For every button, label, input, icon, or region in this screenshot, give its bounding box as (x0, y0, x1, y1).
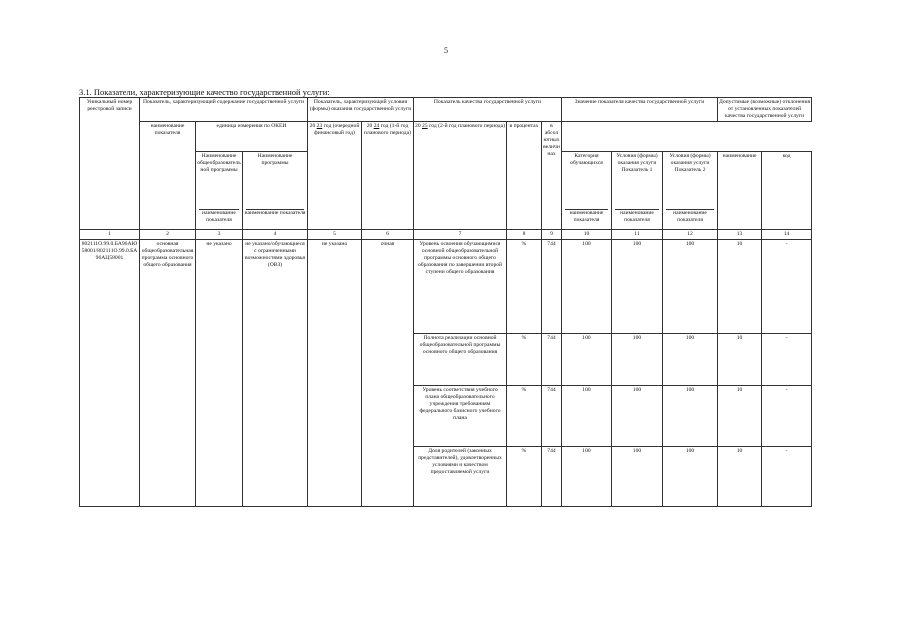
col-number: 12 (663, 230, 718, 240)
deviation-absolute: - (762, 240, 812, 334)
header-year2: 20 24 год (1-й год планового периода) (362, 122, 414, 230)
header-category: Категория обучающихся наименование показателя (562, 152, 612, 230)
deviation-absolute: - (762, 447, 812, 507)
indicator-unit: % (507, 447, 542, 507)
header-absolute: в абсолютных величинах (542, 122, 562, 230)
indicator-name: Уровень соответствия учебного плана общеобразовательного учреждения требованиям федерального базисного учебного плана (414, 386, 507, 447)
header-edu-program: Наименование общеобразовательной программы наименование показателя (196, 152, 243, 230)
header-percent: в процентах (507, 122, 542, 230)
section-title: 3.1. Показатели, характеризующие качество государственной услуги: (79, 87, 330, 97)
quality-indicators-table (79, 97, 812, 507)
header-cond1: Условия (формы) оказания услуги Показатель 1 наименование показателя (612, 152, 663, 230)
col-number: 4 (243, 230, 308, 240)
table-row (80, 240, 812, 334)
cond2-value: очная (362, 240, 414, 507)
value-year1: 100 (562, 334, 612, 386)
value-year2: 100 (612, 240, 663, 334)
col-number: 13 (718, 230, 762, 240)
header-unit-name: наименование (718, 152, 762, 230)
value-year3: 100 (663, 447, 718, 507)
header-indicator-name: наименование показателя (140, 122, 196, 230)
header-quality-indicator: Показатель качества государственной услуги (414, 98, 562, 122)
deviation-absolute: - (762, 386, 812, 447)
col-number: 7 (414, 230, 507, 240)
col-number: 6 (362, 230, 414, 240)
col-number: 3 (196, 230, 243, 240)
col-number: 11 (612, 230, 663, 240)
header-year1: 20 23 год (очередной финансовый год) (308, 122, 362, 230)
indicator-code: 744 (542, 386, 562, 447)
deviation-percent: 10 (718, 334, 762, 386)
indicator-unit: % (507, 240, 542, 334)
value-year3: 100 (663, 240, 718, 334)
value-year2: 100 (612, 447, 663, 507)
deviation-percent: 10 (718, 240, 762, 334)
indicator-code: 744 (542, 240, 562, 334)
col-number: 9 (542, 230, 562, 240)
col-number: 14 (762, 230, 812, 240)
category-value: не указано/обучающиеся с ограниченными возможностями здоровья (ОВЗ) (243, 240, 308, 507)
header-registry: Уникальный номер реестровой записи (80, 98, 140, 230)
value-year3: 100 (663, 386, 718, 447)
program-name-value: не указано (196, 240, 243, 507)
col-number: 8 (507, 230, 542, 240)
indicator-unit: % (507, 334, 542, 386)
value-year1: 100 (562, 447, 612, 507)
page-number: 5 (444, 46, 448, 55)
deviation-percent: 10 (718, 386, 762, 447)
edu-program-value: основная общеобразовательная программа основного общего образования (140, 240, 196, 507)
indicator-name: Уровень освоения обучающимися основной общеобразовательной программы основного общего образования по завершении второй ступени общего образования (414, 240, 507, 334)
indicator-name: Полнота реализации основной общеобразовательной программы основного общего образования (414, 334, 507, 386)
col-number: 1 (80, 230, 140, 240)
value-year2: 100 (612, 386, 663, 447)
col-number: 2 (140, 230, 196, 240)
header-value-indicator: Значение показателя качества государственной услуги (562, 98, 718, 122)
deviation-percent: 10 (718, 447, 762, 507)
header-year3: 20 25 год (2-й год планового периода) (414, 122, 507, 230)
deviation-absolute: - (762, 334, 812, 386)
cond1-value: не указано (308, 240, 362, 507)
indicator-name: Доля родителей (законных представителей), удовлетворенных условиями и качеством предоставляемой услуги (414, 447, 507, 507)
header-program-name: Наименование программы наименование показателя (243, 152, 308, 230)
header-unit: единица измерения по ОКЕИ (196, 122, 308, 152)
header-cond2: Условия (формы) оказания услуги Показатель 2 наименование показателя (663, 152, 718, 230)
value-year1: 100 (562, 386, 612, 447)
col-number: 10 (562, 230, 612, 240)
value-year1: 100 (562, 240, 612, 334)
header-unit-code: код (762, 152, 812, 230)
col-number: 5 (308, 230, 362, 240)
header-deviation: Допустимые (возможные) отклонения от установленных показателей качества государственной услуги (718, 98, 812, 122)
value-year2: 100 (612, 334, 663, 386)
header-conditions-indicator: Показатель, характеризующий условия (формы) оказания государственной услуги (308, 98, 414, 122)
value-year3: 100 (663, 334, 718, 386)
indicator-unit: % (507, 386, 542, 447)
indicator-code: 744 (542, 334, 562, 386)
header-content-indicator: Показатель, характеризующий содержание государственной услуги (140, 98, 308, 122)
registry-number: 802111О.99.0.БА96АЮ58001/802111О.99.0.БА96АЦ58001 (80, 240, 140, 507)
indicator-code: 744 (542, 447, 562, 507)
